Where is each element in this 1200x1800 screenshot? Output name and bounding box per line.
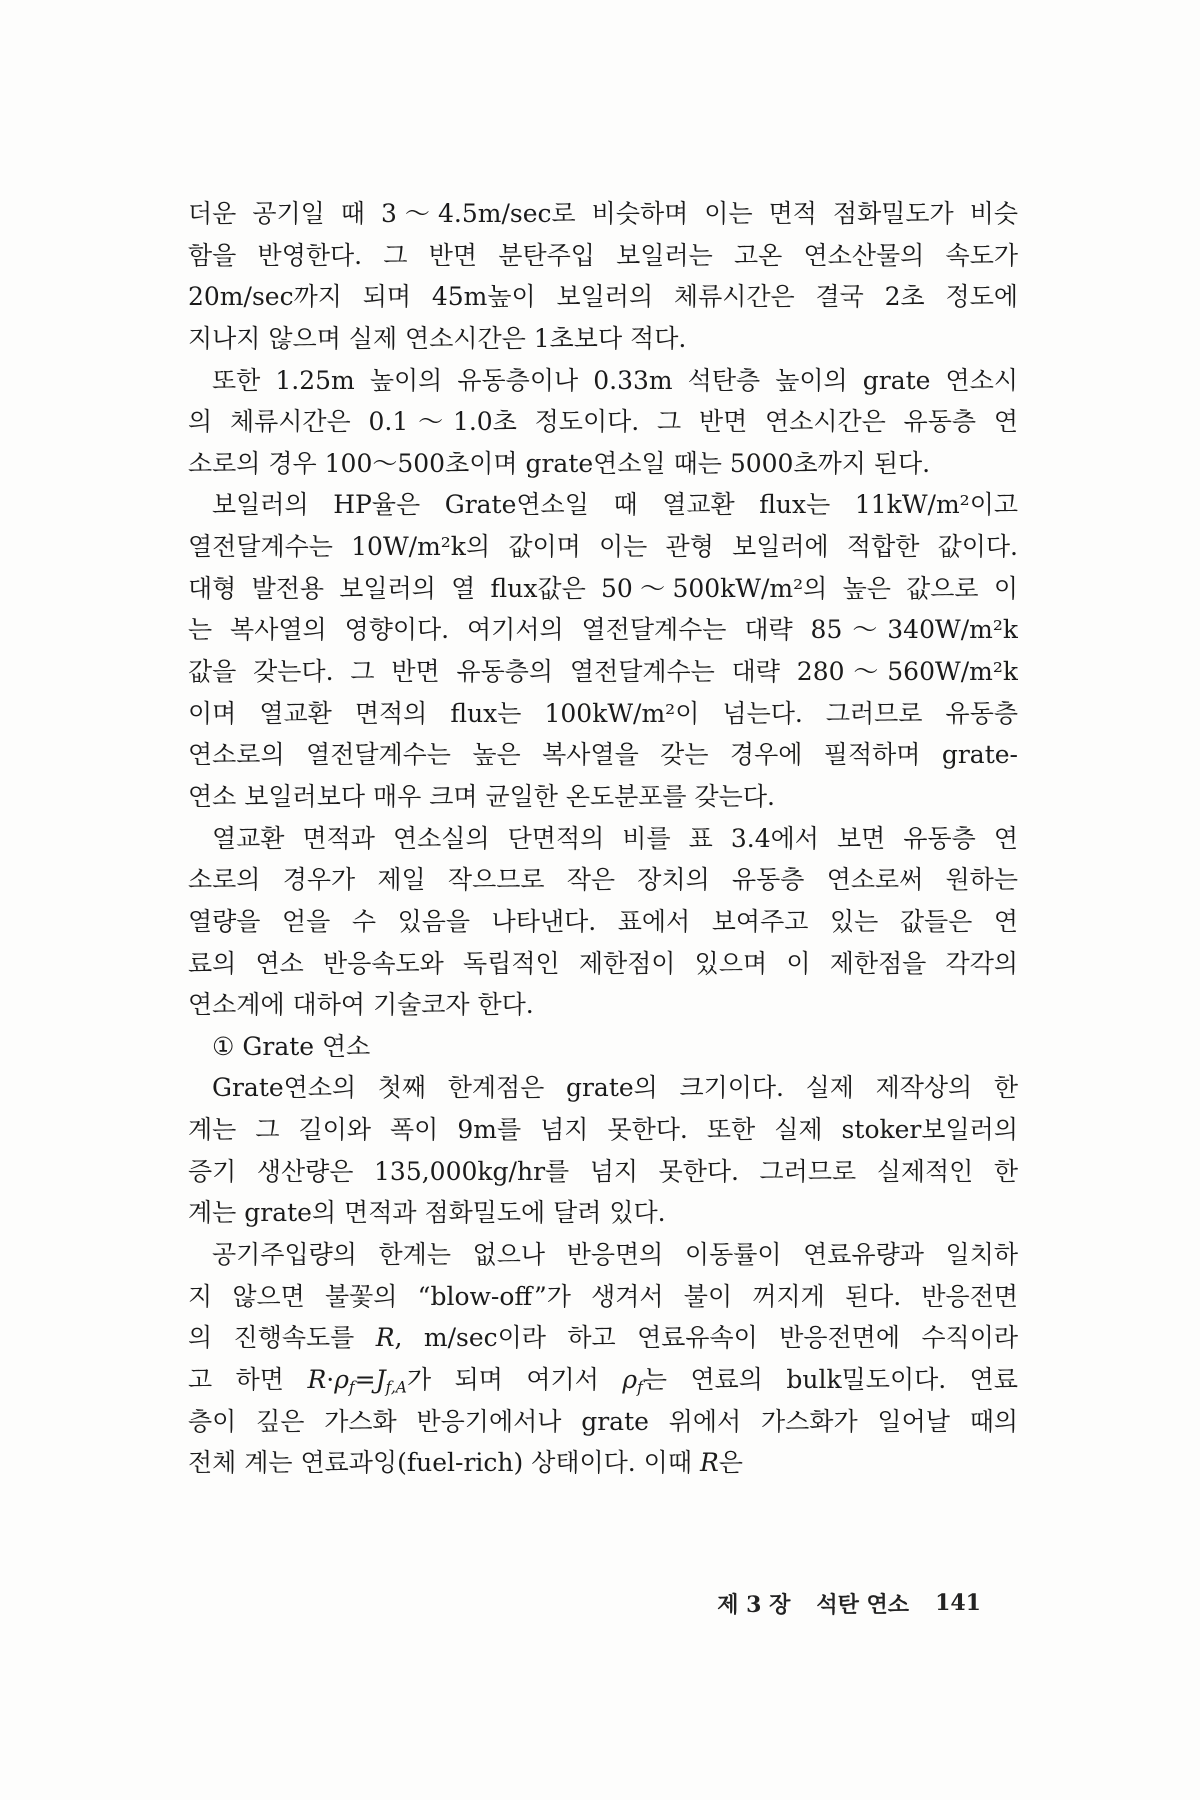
text-line: 대형 발전용 보일러의 열 flux값은 50～500kW/m²의 높은 값으로 이 bbox=[188, 573, 1018, 603]
text-line: 의 체류시간은 0.1～1.0초 정도이다. 그 반면 연소시간은 유동층 연 bbox=[188, 407, 1018, 437]
text-line: 소로의 경우가 제일 작으므로 작은 장치의 유동층 연소로써 원하는 bbox=[188, 865, 1018, 895]
text-line: 보일러의 HP율은 Grate연소일 때 열교환 flux는 11kW/m²이고 bbox=[212, 490, 1018, 520]
text-line: 지나지 않으며 실제 연소시간은 1초보다 적다. bbox=[188, 323, 687, 353]
paragraph bbox=[188, 818, 1018, 1026]
text-segment: 은 bbox=[718, 1448, 743, 1478]
math-subscript: f,A bbox=[385, 1378, 407, 1397]
text-segment: 전체 계는 연료과잉(fuel-rich) 상태이다. 이때 bbox=[188, 1448, 700, 1478]
text-line: 료의 연소 반응속도와 독립적인 제한점이 있으며 이 제한점을 각각의 bbox=[188, 948, 1018, 978]
text-line: 열전달계수는 10W/m²k의 값이며 이는 관형 보일러에 적합한 값이다. bbox=[188, 532, 1018, 562]
text-segment: 고 하면 bbox=[188, 1364, 308, 1394]
section-heading bbox=[188, 1026, 1018, 1068]
text-line: 지 않으면 불꽃의 “blow-off”가 생겨서 불이 꺼지게 된다. 반응전면 bbox=[188, 1281, 1018, 1311]
text-line: 는 복사열의 영향이다. 여기서의 열전달계수는 대략 85～340W/m²k bbox=[188, 615, 1018, 645]
text-line: 열량을 얻을 수 있음을 나타낸다. 표에서 보여주고 있는 값들은 연 bbox=[188, 906, 1018, 936]
math-operator: · bbox=[326, 1364, 335, 1394]
text-line: 공기주입량의 한계는 없으나 반응면의 이동률이 연료유량과 일치하 bbox=[212, 1240, 1018, 1270]
text-segment: 는 연료의 bulk밀도이다. 연료 bbox=[642, 1364, 1018, 1394]
text-segment: 가 되며 여기서 bbox=[406, 1364, 623, 1394]
math-operator: = bbox=[354, 1364, 376, 1394]
text-line bbox=[188, 1317, 1018, 1359]
text-segment: 의 진행속도를 bbox=[188, 1323, 376, 1353]
text-line: 더운 공기일 때 3～4.5m/sec로 비슷하며 이는 면적 점화밀도가 비슷 bbox=[188, 199, 1018, 228]
text-line: 값을 갖는다. 그 반면 유동층의 열전달계수는 대략 280～560W/m²k bbox=[188, 657, 1018, 687]
section-title: Grate 연소 bbox=[242, 1031, 371, 1061]
paragraph bbox=[188, 1067, 1018, 1234]
math-variable: R bbox=[699, 1448, 719, 1478]
math-variable: R bbox=[375, 1323, 395, 1353]
math-subscript: f bbox=[348, 1378, 355, 1397]
text-line bbox=[188, 1442, 1018, 1484]
page-number: 141 bbox=[935, 1590, 981, 1616]
text-line: 연소 보일러보다 매우 크며 균일한 온도분포를 갖는다. bbox=[188, 781, 775, 811]
math-variable: ρ bbox=[622, 1364, 638, 1394]
math-variable: ρ bbox=[334, 1364, 349, 1394]
chapter-title: 석탄 연소 bbox=[816, 1591, 910, 1618]
paragraph bbox=[188, 360, 1018, 485]
text-line: Grate연소의 첫째 한계점은 grate의 크기이다. 실제 제작상의 한 bbox=[212, 1073, 1018, 1103]
paragraph bbox=[188, 193, 1018, 360]
text-line bbox=[188, 1359, 1018, 1401]
body-text bbox=[188, 193, 1018, 1484]
chapter-label: 제 3 장 bbox=[717, 1591, 791, 1618]
text-line: 20m/sec까지 되며 45m높이 보일러의 체류시간은 결국 2초 정도에 bbox=[188, 282, 1018, 312]
text-line: 계는 grate의 면적과 점화밀도에 달려 있다. bbox=[188, 1198, 666, 1228]
text-line: 함을 반영한다. 그 반면 분탄주입 보일러는 고온 연소산물의 속도가 bbox=[188, 240, 1018, 270]
paragraph bbox=[188, 484, 1018, 817]
math-variable: J bbox=[375, 1364, 386, 1394]
text-segment: , m/sec이라 하고 연료유속이 반응전면에 수직이라 bbox=[394, 1323, 1018, 1353]
text-line: 계는 그 길이와 폭이 9m를 넘지 못한다. 또한 실제 stoker보일러의 bbox=[188, 1115, 1018, 1145]
text-line: 층이 깊은 가스화 반응기에서나 grate 위에서 가스화가 일어날 때의 bbox=[188, 1406, 1018, 1436]
paragraph bbox=[188, 1234, 1018, 1484]
text-line: 열교환 면적과 연소실의 단면적의 비를 표 3.4에서 보면 유동층 연 bbox=[212, 823, 1018, 853]
text-line: 연소로의 열전달계수는 높은 복사열을 갖는 경우에 필적하며 grate- bbox=[188, 740, 1018, 770]
math-variable: R bbox=[307, 1364, 327, 1394]
text-line: 또한 1.25m 높이의 유동층이나 0.33m 석탄층 높이의 grate 연소시 bbox=[212, 365, 1018, 395]
text-line: 소로의 경우 100～500초이며 grate연소일 때는 5000초까지 된다. bbox=[188, 448, 931, 478]
text-line: 연소계에 대하여 기술코자 한다. bbox=[188, 990, 534, 1020]
math-subscript: f bbox=[637, 1378, 643, 1397]
text-line: 이며 열교환 면적의 flux는 100kW/m²이 넘는다. 그러므로 유동층 bbox=[188, 698, 1018, 728]
text-line: 증기 생산량은 135,000kg/hr를 넘지 못한다. 그러므로 실제적인 한 bbox=[188, 1156, 1018, 1186]
running-footer bbox=[717, 1588, 981, 1618]
section-number: ① bbox=[212, 1031, 235, 1061]
